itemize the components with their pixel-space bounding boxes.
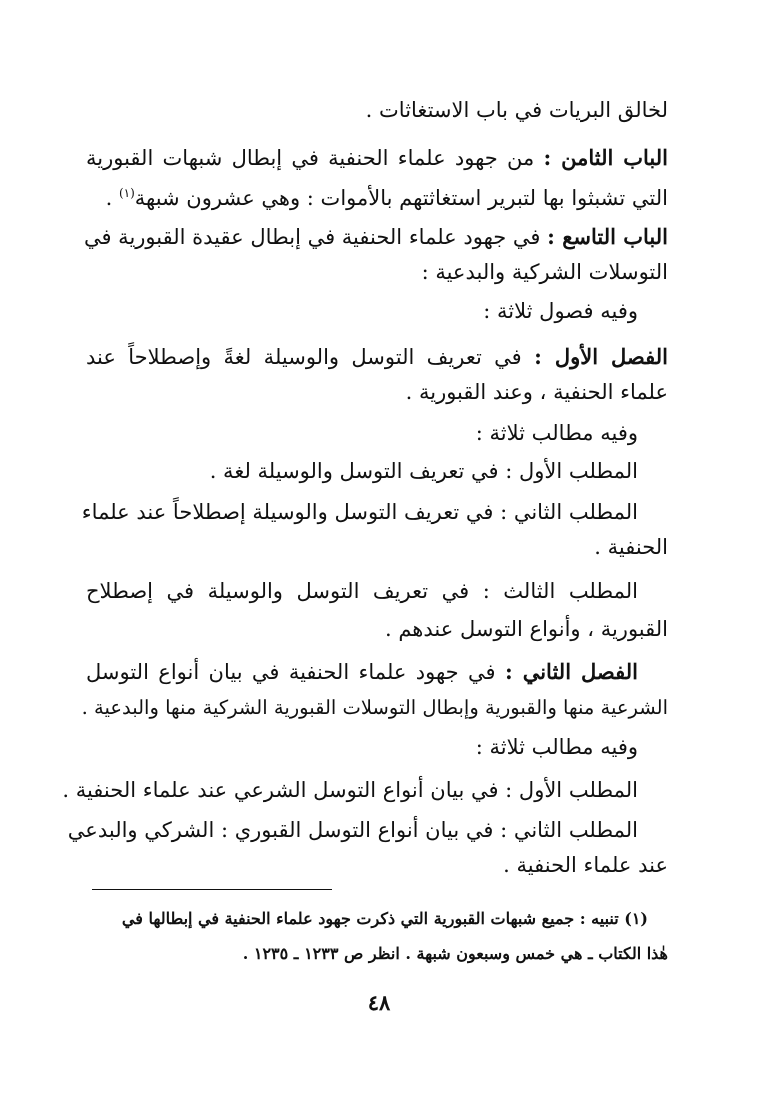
- line-text: المطلب الثالث : في تعريف التوسل والوسيلة في إصطلاح: [86, 579, 638, 603]
- line-text: الحنفية .: [594, 535, 668, 559]
- footnote-marker: (١): [118, 186, 135, 200]
- line-text: التي تشبثوا بها لتبرير استغاثتهم بالأموات : وهي عشرون شبهة: [134, 186, 668, 210]
- section-heading: الفصل الثاني :: [504, 659, 638, 684]
- section-heading: الباب الثامن :: [543, 145, 668, 170]
- line-text: في تعريف التوسل والوسيلة لغةً وإصطلاحاً عند: [86, 345, 535, 369]
- text-line-2: [86, 143, 668, 173]
- text-line-7: [86, 342, 668, 372]
- line-text: علماء الحنفية ، وعند القبورية .: [405, 380, 668, 404]
- footnote-line-2: [86, 942, 668, 966]
- line-text: التوسلات الشركية والبدعية :: [421, 260, 668, 284]
- section-heading: الباب التاسع :: [547, 224, 668, 249]
- text-line-19: [67, 815, 638, 845]
- line-text: لخالق البريات في باب الاستغاثات .: [365, 98, 668, 122]
- text-line-14: [86, 614, 668, 644]
- text-line-6: [86, 296, 638, 326]
- text-line-5: [86, 257, 668, 287]
- text-line-9: [86, 418, 638, 448]
- line-text: في جهود علماء الحنفية في بيان أنواع التوسل: [86, 660, 505, 684]
- text-line-1: [86, 95, 668, 125]
- line-text: المطلب الأول : في تعريف التوسل والوسيلة لغة .: [209, 459, 638, 483]
- line-text: الشرعية منها والقبورية وإبطال التوسلات القبورية الشركية منها والبدعية .: [81, 696, 668, 719]
- text-line-18: [62, 775, 638, 805]
- line-text: وفيه فصول ثلاثة :: [483, 299, 638, 323]
- text-line-8: [86, 377, 668, 407]
- line-text: وفيه مطالب ثلاثة :: [475, 735, 638, 759]
- section-heading: الفصل الأول :: [534, 344, 668, 369]
- line-text: القبورية ، وأنواع التوسل عندهم .: [384, 617, 668, 641]
- line-text: عند علماء الحنفية .: [503, 853, 668, 877]
- text-line-10: [86, 456, 638, 486]
- line-text: في جهود علماء الحنفية في إبطال عقيدة القبورية في: [83, 225, 548, 249]
- footnote-text: هٰذا الكتاب ـ هي خمس وسبعون شبهة . انظر ص ١٢٣٣ ـ ١٢٣٥ .: [242, 944, 668, 963]
- text-line-17: [86, 732, 638, 762]
- text-line-11: [81, 497, 638, 527]
- footnote-line-1: [86, 907, 648, 931]
- text-line-20: [86, 850, 668, 880]
- footnote-text: (١) تنبيه : جميع شبهات القبورية التي ذكرت جهود علماء الحنفية في إبطالها في: [121, 909, 648, 928]
- line-text: المطلب الثاني : في بيان أنواع التوسل القبوري : الشركي والبدعي: [67, 818, 638, 842]
- footnote-separator: [92, 889, 332, 890]
- text-line-16: [81, 693, 668, 723]
- text-line-12: [86, 532, 668, 562]
- line-text: المطلب الثاني : في تعريف التوسل والوسيلة إصطلاحاً عند علماء: [81, 500, 638, 524]
- text-line-4: [83, 222, 668, 252]
- page-number: ٤٨: [367, 990, 391, 1015]
- text-line-13: [86, 576, 638, 606]
- line-text: من جهود علماء الحنفية في إبطال شبهات القبورية: [86, 146, 544, 170]
- text-line-3: [86, 178, 668, 213]
- line-text: المطلب الأول : في بيان أنواع التوسل الشرعي عند علماء الحنفية .: [62, 778, 638, 802]
- line-text: وفيه مطالب ثلاثة :: [475, 421, 638, 445]
- text-line-15: [86, 657, 638, 687]
- line-text-tail: .: [105, 186, 113, 210]
